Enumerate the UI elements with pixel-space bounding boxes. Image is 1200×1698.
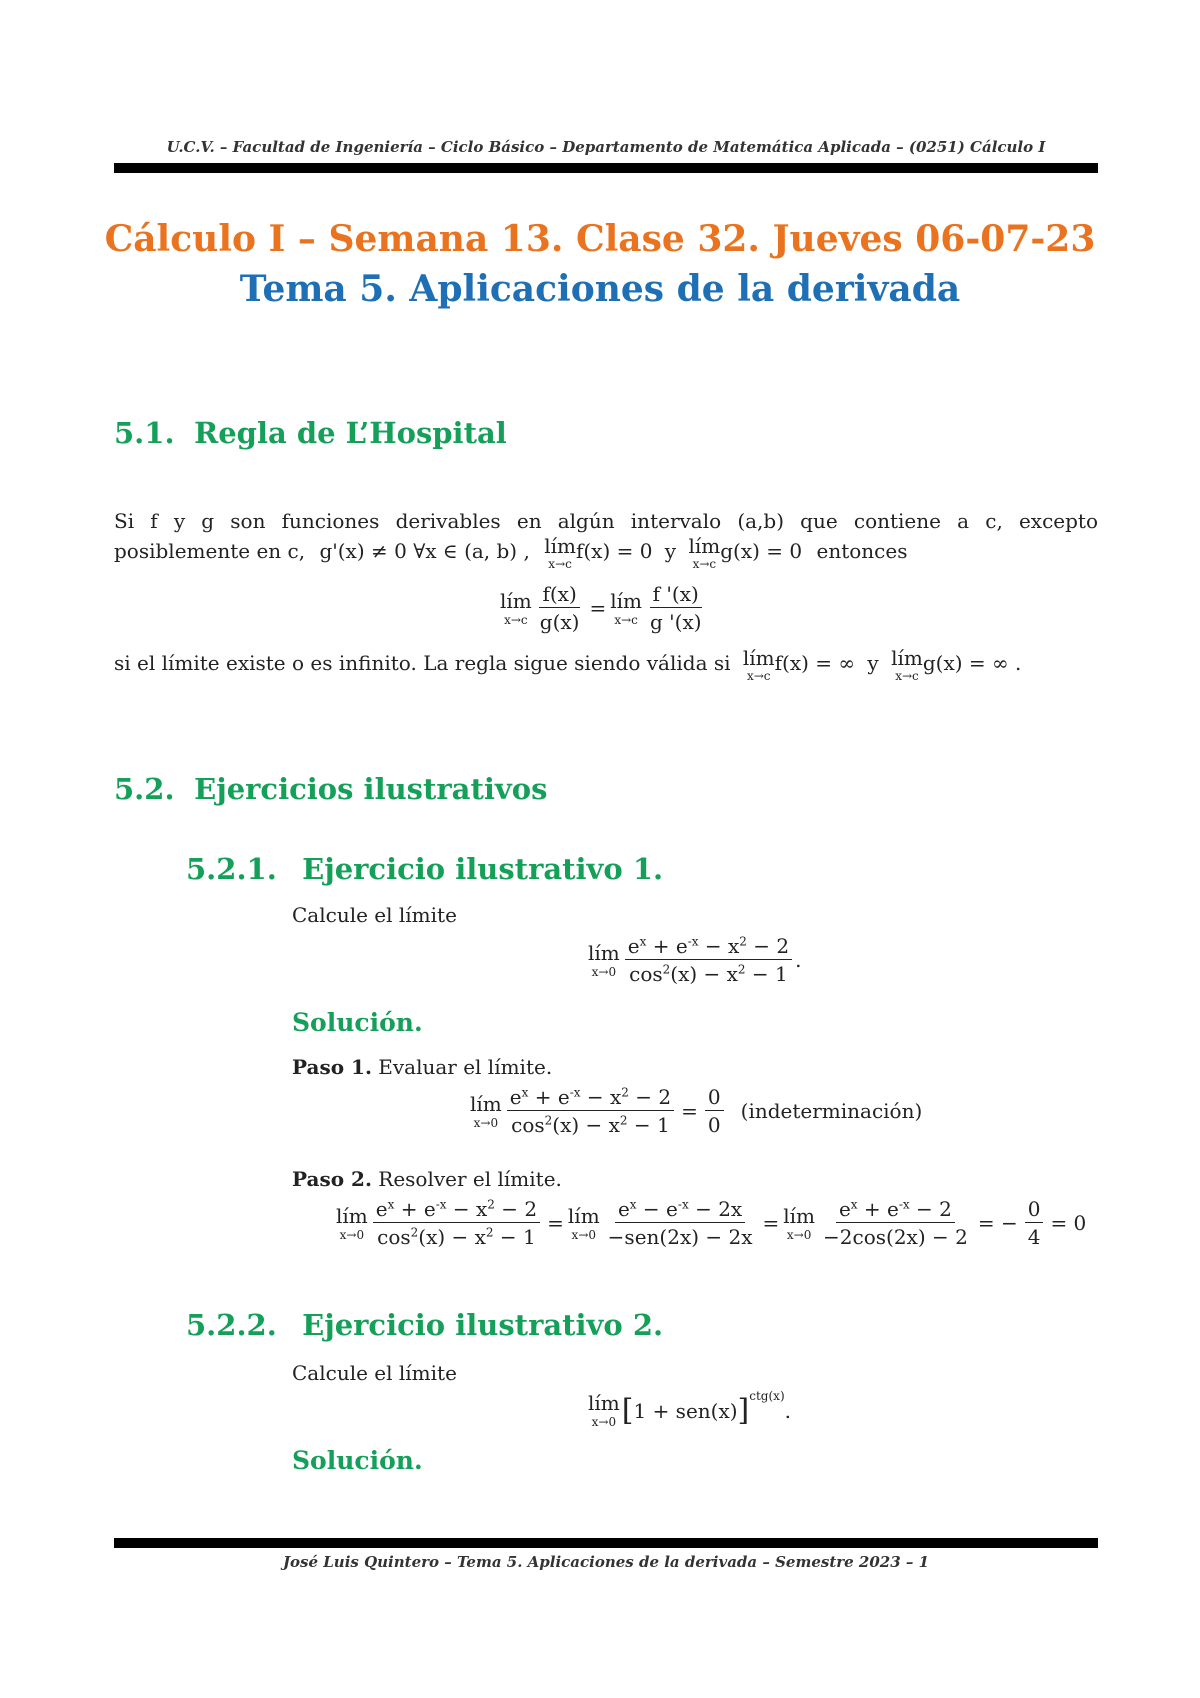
exercise-2-limit: lím x→0 [ 1 + sen(x) ] $^{ctg(x)}$ .: [588, 1389, 791, 1429]
exercise-1-step-2-equation: lím x→0 $\frac{e^x + e^{-x} - x^2 - 2}{\cos^2(x) - x^2 - 1}$ = lím x→0 $\frac{e^x - e^{-x} - 2x}{\text{−sen(2x) − 2x}}$ = lím x→0 $\frac{e^x + e^{-x} - 2}{-2\cos(2x) - 2}$ = − $\frac{0}{4}$ = 0: [336, 1197, 1087, 1249]
exercise-1-heading: 5.2.1. Ejercicio ilustrativo 1.: [186, 852, 664, 886]
paragraph-line-2: posiblemente en c, g'(x) ≠ 0 ∀x ∈ (a, b) , lím x→c f(x) = 0 y lím x→c g(x) = 0 entonces: [114, 534, 908, 571]
exercise-1-limit: lím x→0 $\frac{e^x + e^{-x} - x^2 - 2}{\cos^2(x) - x^2 - 1}$ .: [588, 934, 802, 986]
section-number: 5.1.: [114, 416, 175, 450]
section-heading-5-1: [114, 416, 507, 450]
lim-g: lím x→c: [688, 534, 721, 571]
exercise-2-heading: 5.2.2. Ejercicio ilustrativo 2.: [186, 1308, 664, 1342]
exercise-2-solution-heading: Solución.: [292, 1446, 423, 1475]
exercise-1-solution-heading: Solución.: [292, 1008, 423, 1037]
g-zero: g(x) = 0: [720, 539, 803, 563]
page-footer: José Luis Quintero – Tema 5. Aplicaciones de la derivada – Semestre 2023 – 1: [282, 1553, 930, 1571]
exercise-2-prompt: Calcule el límite: [292, 1361, 457, 1385]
text-start: posiblemente en c,: [114, 539, 306, 563]
condition-derivative: g'(x) ≠ 0 ∀x ∈ (a, b) ,: [319, 539, 530, 563]
footer-rule: [114, 1538, 1098, 1548]
page-header: U.C.V. – Facultad de Ingeniería – Ciclo Básico – Departamento de Matemática Aplicada – (0251) Cálculo I: [166, 138, 1046, 156]
section-heading-5-2: 5.2. Ejercicios ilustrativos: [114, 772, 548, 806]
document-title: Cálculo I – Semana 13. Clase 32. Jueves 06-07-23: [104, 218, 1096, 260]
header-rule: [114, 163, 1098, 173]
paragraph-line-1: Si f y g son funciones derivables en algún intervalo (a,b) que contiene a c, excepto: [114, 509, 1098, 533]
exercise-1-step-1: Paso 1. Evaluar el límite.: [292, 1055, 553, 1079]
paragraph-line-3: si el límite existe o es infinito. La regla sigue siendo válida si lím x→c f(x) = ∞ y lím x→c g(x) = ∞ .: [114, 646, 1022, 683]
lhospital-rule-equation: lím x→c $\frac{f(x)}{g(x)}$ = lím x→c $\frac{f '(x)}{g '(x)}$: [500, 582, 702, 634]
exercise-1-step-1-equation: lím x→0 $\frac{e^x + e^{-x} - x^2 - 2}{\cos^2(x) - x^2 - 1}$ = $\frac{0}{0}$ (indeterminación): [470, 1085, 923, 1137]
exercise-1-step-2: Paso 2. Resolver el límite.: [292, 1167, 562, 1191]
document-subtitle: Tema 5. Aplicaciones de la derivada: [239, 268, 961, 310]
section-title: Regla de L’Hospital: [194, 416, 507, 450]
exercise-1-prompt: Calcule el límite: [292, 903, 457, 927]
lim-f: lím x→c: [544, 534, 576, 571]
f-zero: f(x) = 0: [575, 539, 653, 563]
